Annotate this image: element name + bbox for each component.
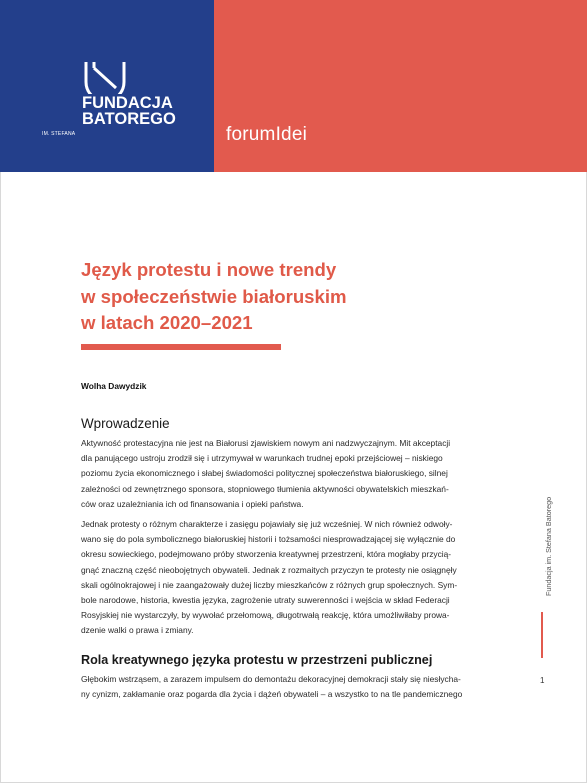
paragraph <box>81 517 502 639</box>
header-red-panel <box>214 0 587 172</box>
text-line: Aktywność protestacyjna nie jest na Białorusi zjawiskiem nowym ani nadzwyczajnym. Mit akceptacji <box>81 438 451 448</box>
foundation-logo-icon <box>80 58 130 94</box>
text-line: bole narodowe, historia, kwestia języka, zagrożenie utraty suwerenności i wejścia w skład Federacji <box>81 595 450 606</box>
title-line: w latach 2020–2021 <box>81 312 253 333</box>
title-line: Język protestu i nowe trendy <box>81 259 337 280</box>
text-line: poziomu życia ekonomicznego i słabej świadomości politycznej społeczeństwa białoruskiego, silnej <box>81 468 448 479</box>
page-number: 1 <box>540 676 545 685</box>
logo-name <box>82 95 202 127</box>
text-line: zależności od zewnętrznego sponsora, stopniowego tłumienia aktywności obywatelskich mieszkań- <box>81 483 449 494</box>
text-line: skali ogólnokrajowej i nie zaangażowały dużej liczby mieszkańców z różnych grup społecznych. Sym- <box>81 579 458 590</box>
logo-line-1: FUNDACJA <box>82 94 173 112</box>
logo-subtitle: IM. STEFANA <box>42 131 76 137</box>
section-heading-introduction: Wprowadzenie <box>81 416 170 431</box>
author-name: Wolha Dawydzik <box>81 381 147 391</box>
text-line: ców oraz uzależniania ich od finansowania i opieki państwa. <box>81 498 304 509</box>
paragraph <box>81 436 502 512</box>
text-line: Rosyjskiej nie wystarczyły, by wywołać przełomową, długotrwałą reakcję, która umożliwiłaby prowa- <box>81 610 450 621</box>
logo-line-2: BATOREGO <box>82 110 176 128</box>
text-line: wano się do pola symbolicznego białoruskiej historii i tożsamości niesprowadzającej się wyłącznie do <box>81 534 456 545</box>
text-line: gnąć znaczną część nieobojętnych obywateli. Jednak z rozmaitych przyczyn te protesty nie osiągnęły <box>81 564 457 575</box>
text-line: ny cynizm, zakłamanie oraz pogarda dla życia i dążeń obywateli – a wszystko to na tle pandemicznego <box>81 689 463 700</box>
text-line: Jednak protesty o różnym charakterze i zasięgu pojawiały się już wcześniej. W nich również odwoły- <box>81 519 453 529</box>
title-line: w społeczeństwie białoruskim <box>81 285 347 307</box>
text-line: Głębokim wstrząsem, a zarazem impulsem do demontażu dekoracyjnej demokracji stały się niesłycha- <box>81 674 461 684</box>
text-line: okresu sowieckiego, podejmowano próby stworzenia kreatywnej przestrzeni, która mogłaby przycią- <box>81 549 452 560</box>
paragraph <box>81 672 502 702</box>
header <box>0 0 587 172</box>
brand-forumidei: forumIdei <box>226 124 308 145</box>
document-title <box>81 257 421 337</box>
text-line: dzenie walki o prawa i zmiany. <box>81 625 194 636</box>
sidebar-accent-bar <box>541 612 543 658</box>
text-line: dla panującego ustroju zrodził się i utrzymywał w warunkach trudnej epoki przejściowej – niskiego <box>81 453 443 464</box>
sidebar-foundation-label: Fundacja im. Stefana Batorego <box>544 496 553 596</box>
section-heading-creative-language: Rola kreatywnego języka protestu w przestrzeni publicznej <box>81 653 433 667</box>
title-underline-bar <box>81 344 281 350</box>
